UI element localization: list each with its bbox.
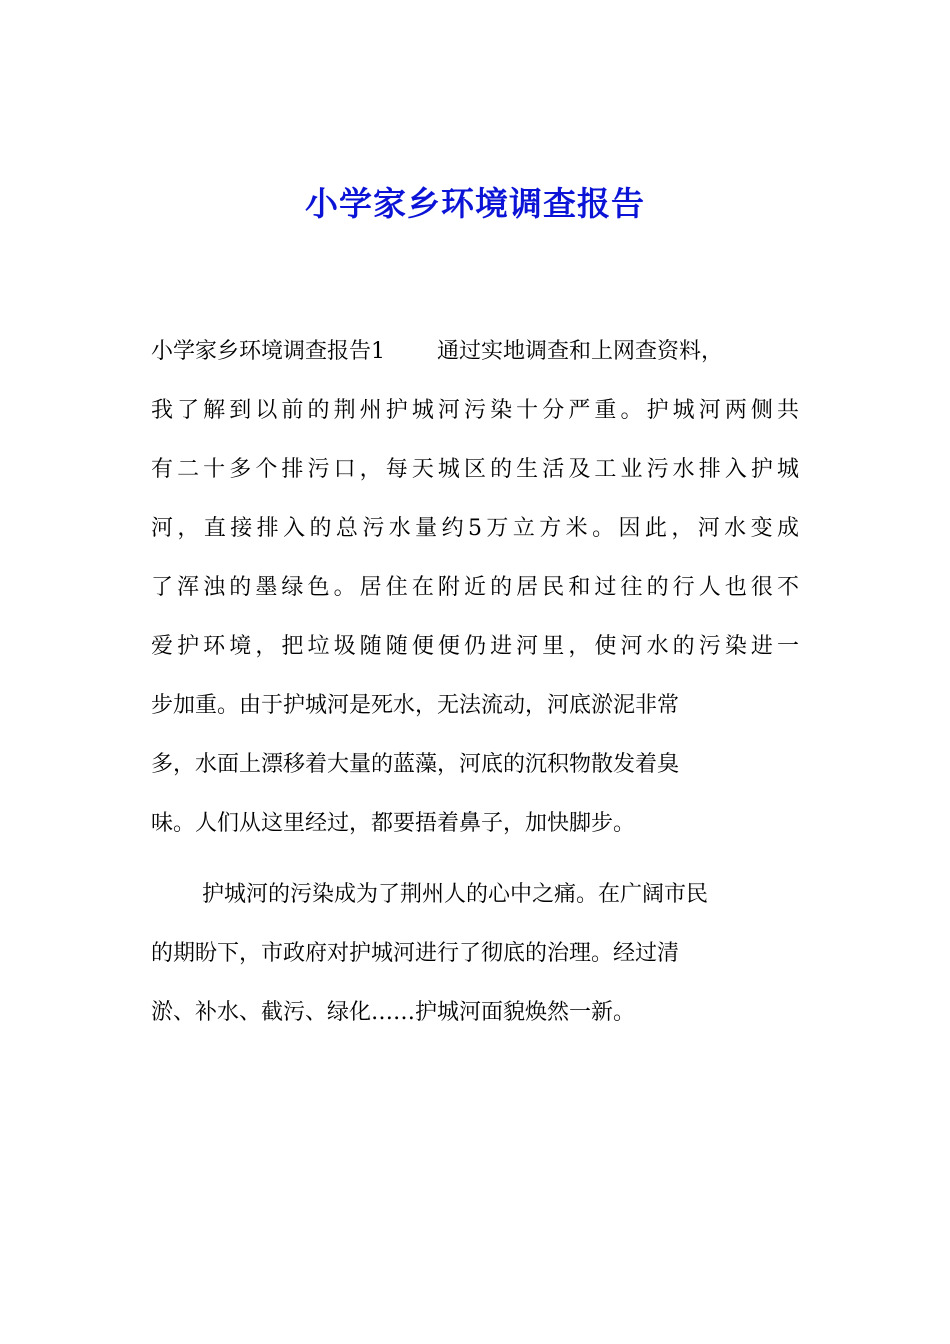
text-line: 了浑浊的墨绿色。居住在附近的居民和过往的行人也很不 (151, 575, 799, 600)
text-line: 的期盼下，市政府对护城河进行了彻底的治理。经过清 (151, 941, 680, 966)
text-line: 淤、补水、截污、绿化……护城河面貌焕然一新。 (151, 1000, 636, 1025)
text-line-segment: 通过实地调查和上网查资料， (437, 339, 724, 364)
text-line: 河，直接排入的总污水量约5万立方米。因此，河水变成 (151, 516, 799, 541)
text-line: 爱护环境，把垃圾随随便便仍进河里，使河水的污染进一 (151, 634, 799, 659)
report-heading-inline: 小学家乡环境调查报告1 (151, 339, 385, 364)
text-line: 有二十多个排污口，每天城区的生活及工业污水排入护城 (151, 457, 799, 482)
text-line: 味。人们从这里经过，都要捂着鼻子，加快脚步。 (151, 811, 636, 836)
paragraph-2 (151, 865, 799, 1042)
document-title: 小学家乡环境调查报告 (305, 184, 645, 223)
text-line: 我了解到以前的荆州护城河污染十分严重。护城河两侧共 (151, 398, 799, 423)
text-line: 步加重。由于护城河是死水，无法流动，河底淤泥非常 (151, 693, 680, 718)
text-line: 护城河的污染成为了荆州人的心中之痛。在广阔市民 (202, 882, 709, 907)
document-body (151, 322, 799, 1042)
text-line (151, 322, 799, 381)
text-line: 多，水面上漂移着大量的蓝藻，河底的沉积物散发着臭 (151, 752, 680, 777)
paragraph-1 (151, 322, 799, 853)
